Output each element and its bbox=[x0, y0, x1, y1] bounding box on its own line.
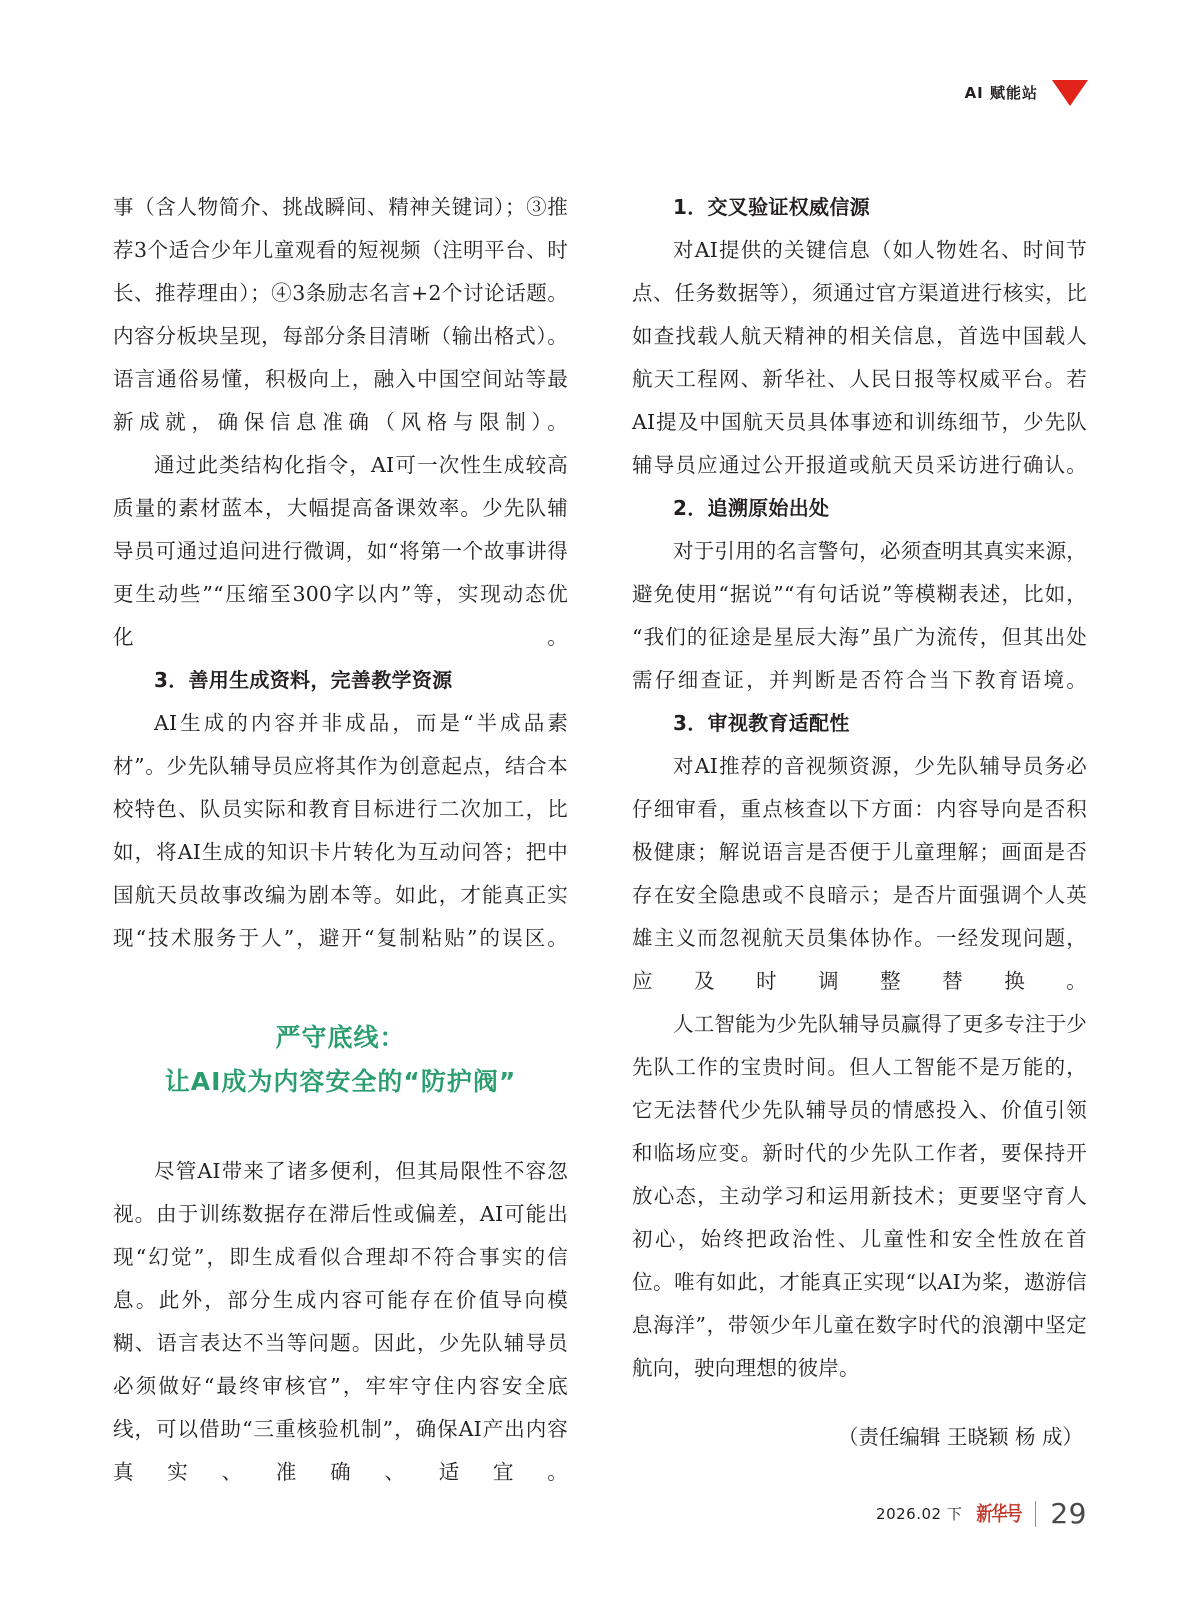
paragraph: 尽管AI带来了诸多便利，但其局限性不容忽视。由于训练数据存在滞后性或偏差，AI可能出现“幻觉”，即生成看似合理却不符合事实的信息。此外，部分生成内容可能存在价值导向模糊、语言表达不当等问题。因此，少先队辅导员必须做好“最终审核官”，牢牢守住内容安全底线，可以借助“三重核验机制”，确保AI产出内容真实、准确、适宜。 bbox=[113, 1159, 568, 1484]
subheading: 1．交叉验证权威信源 bbox=[673, 195, 870, 219]
editor-credit: （责任编辑 王晓颖 杨 成） bbox=[837, 1425, 1083, 1449]
section-heading-line-2: 让AI成为内容安全的“防护阀” bbox=[164, 1067, 517, 1096]
paragraph: 事（含人物简介、挑战瞬间、精神关键词）；③推荐3个适合少年儿童观看的短视频（注明平台、时长、推荐理由）；④3条励志名言+2个讨论话题。内容分板块呈现，每部分条目清晰（输出格式）。语言通俗易懂，积极向上，融入中国空间站等最新成就，确保信息准确（风格与限制）。 bbox=[113, 195, 568, 434]
subheading: 3．审视教育适配性 bbox=[673, 711, 850, 735]
paragraph: 对于引用的名言警句，必须查明其真实来源，避免使用“据说”“有句话说”等模糊表述，比如，“我们的征途是星辰大海”虽广为流传，但其出处需仔细查证，并判断是否符合当下教育语境。 bbox=[632, 539, 1087, 692]
footer-divider bbox=[1035, 1501, 1036, 1527]
closing-paragraph: 人工智能为少先队辅导员赢得了更多专注于少先队工作的宝贵时间。但人工智能不是万能的，它无法替代少先队辅导员的情感投入、价值引领和临场应变。新时代的少先队工作者，要保持开放心态，主动学习和运用新技术；更要坚守育人初心，始终把政治性、儿童性和安全性放在首位。唯有如此，才能真正实现“以AI为桨，遨游信息海洋”，带领少年儿童在数字时代的浪潮中坚定航向，驶向理想的彼岸。 bbox=[632, 1012, 1087, 1380]
left-column bbox=[113, 186, 568, 1494]
header-section-label: AI 赋能站 bbox=[964, 83, 1038, 102]
right-column bbox=[632, 186, 1087, 1459]
paragraph: 通过此类结构化指令，AI可一次性生成较高质量的素材蓝本，大幅提高备课效率。少先队辅导员可通过追问进行微调，如“将第一个故事讲得更生动些”“压缩至300字以内”等，实现动态优化。 bbox=[113, 453, 568, 649]
down-triangle-icon bbox=[1052, 80, 1088, 106]
issue-date: 2026.02 下 bbox=[876, 1505, 963, 1523]
paragraph: 对AI推荐的音视频资源，少先队辅导员务必仔细审看，重点核查以下方面：内容导向是否积极健康；解说语言是否便于儿童理解；画面是否存在安全隐患或不良暗示；是否片面强调个人英雄主义而忽视航天员集体协作。一经发现问题，应及时调整替换。 bbox=[632, 754, 1087, 993]
page-number: 29 bbox=[1050, 1497, 1087, 1530]
paragraph: 对AI提供的关键信息（如人物姓名、时间节点、任务数据等），须通过官方渠道进行核实，比如查找载人航天精神的相关信息，首选中国载人航天工程网、新华社、人民日报等权威平台。若AI提及中国航天员具体事迹和训练细节，少先队辅导员应通过公开报道或航天员采访进行确认。 bbox=[632, 238, 1087, 477]
publication-logo: 新华号 bbox=[976, 1501, 1022, 1525]
subheading: 3．善用生成资料，完善教学资源 bbox=[154, 668, 453, 692]
page-footer bbox=[876, 1497, 1087, 1530]
subheading: 2．追溯原始出处 bbox=[673, 496, 830, 520]
paragraph: AI生成的内容并非成品，而是“半成品素材”。少先队辅导员应将其作为创意起点，结合本校特色、队员实际和教育目标进行二次加工，比如，将AI生成的知识卡片转化为互动问答；把中国航天员故事改编为剧本等。如此，才能真正实现“技术服务于人”，避开“复制粘贴”的误区。 bbox=[113, 711, 568, 950]
page-header bbox=[965, 78, 1088, 106]
section-heading-line-1: 严守底线： bbox=[275, 1023, 406, 1052]
section-heading bbox=[113, 1016, 568, 1104]
